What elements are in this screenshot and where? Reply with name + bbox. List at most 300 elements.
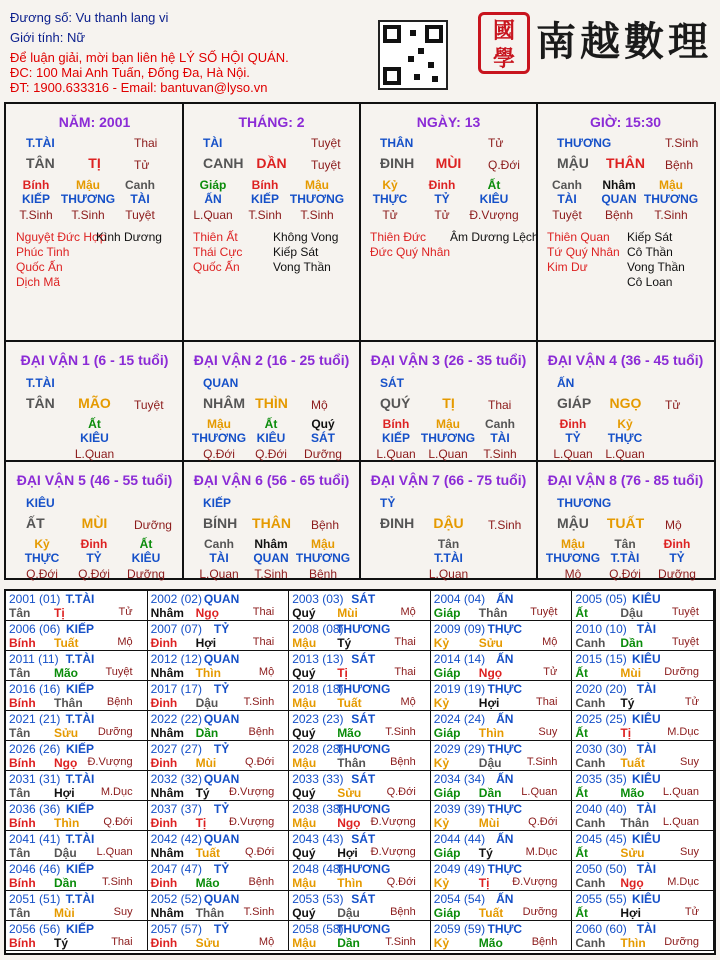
annual-cell[interactable] (148, 801, 290, 830)
pillar-branch: MÙI (435, 155, 462, 171)
annual-branch: Tuất (478, 906, 504, 920)
annual-branch: Ngọ (620, 876, 644, 890)
hidden-stage: Tử (382, 208, 398, 222)
dai-van-stem: ẤT (26, 515, 45, 531)
pillar-title: GIỜ: 15:30 (589, 114, 662, 130)
annual-stem: Kỷ (433, 816, 450, 830)
annual-cell[interactable] (572, 741, 714, 770)
annual-branch: Sửu (620, 846, 645, 860)
annual-year: 2044 (44) (433, 832, 486, 846)
annual-god: SÁT (351, 652, 376, 666)
annual-stem: Canh (575, 876, 606, 890)
annual-branch: Tị (478, 876, 490, 890)
annual-branch: Mùi (620, 666, 642, 680)
annual-stem: Ất (575, 786, 589, 800)
annual-cell[interactable] (431, 891, 573, 920)
annual-branch: Thìn (54, 816, 80, 830)
hidden-stem: Bính (22, 178, 50, 192)
annual-year: 2015 (15) (575, 652, 627, 666)
annual-branch: Mùi (195, 756, 217, 770)
annual-cell[interactable] (148, 921, 290, 950)
annual-cell[interactable] (289, 591, 431, 620)
hidden-god: TỶ (434, 192, 450, 206)
annual-stage: Đ.Vượng (229, 816, 275, 828)
annual-cell[interactable] (148, 591, 290, 620)
annual-branch: Hợi (195, 636, 217, 650)
hidden-god: THƯƠNG (289, 192, 345, 206)
contact-line-1: Để luận giải, mời bạn liên hệ LÝ SỐ HỘI QUÁN. (10, 50, 289, 65)
annual-cell[interactable] (289, 711, 431, 740)
annual-cell[interactable] (148, 621, 290, 650)
annual-god: ẤN (496, 832, 514, 846)
annual-god: THỰC (487, 622, 523, 636)
annual-cell[interactable] (6, 921, 148, 950)
star-good: Thiên Ất (193, 230, 238, 244)
annual-stem: Tân (9, 846, 31, 860)
annual-cell[interactable] (148, 831, 290, 860)
annual-cell[interactable] (148, 771, 290, 800)
annual-cell[interactable] (572, 771, 714, 800)
dai-van-stage: Mộ (665, 518, 682, 532)
hidden-stage: Q.Đới (203, 447, 235, 461)
annual-cell[interactable] (148, 681, 290, 710)
annual-stage: Dưỡng (97, 726, 133, 738)
annual-stage: M.Dục (100, 786, 133, 798)
annual-god: ẤN (496, 712, 514, 726)
hidden-stem: Tân (437, 537, 460, 551)
annual-year: 2057 (57) (150, 922, 202, 936)
annual-god: SÁT (351, 772, 376, 786)
annual-branch: Dậu (195, 696, 219, 710)
hidden-stem: Kỷ (617, 417, 633, 431)
annual-branch: Dậu (54, 846, 77, 860)
hidden-stem: Canh (204, 537, 234, 551)
hidden-stem: Canh (485, 417, 515, 431)
annual-branch: Hợi (54, 786, 75, 800)
annual-god: KIẾP (65, 682, 95, 696)
annual-cell[interactable] (6, 801, 148, 830)
dai-van-god: KIÊU (26, 496, 55, 510)
dai-van-god: SÁT (380, 376, 404, 390)
hidden-god: THƯƠNG (191, 431, 247, 445)
annual-stem: Kỷ (433, 936, 450, 950)
annual-cell[interactable] (148, 861, 290, 890)
annual-stage: Suy (113, 906, 133, 918)
hidden-stage: Tuyệt (125, 208, 155, 222)
annual-cell[interactable] (572, 801, 714, 830)
annual-cell[interactable] (6, 711, 148, 740)
annual-branch: Dậu (478, 756, 502, 770)
annual-cell[interactable] (6, 741, 148, 770)
hidden-stage: T.Sinh (483, 447, 517, 461)
annual-year: 2033 (33) (292, 772, 344, 786)
annual-year: 2054 (54) (433, 892, 486, 906)
annual-god: T.TÀI (65, 712, 95, 726)
annual-stage: Tuyệt (105, 666, 133, 678)
annual-year: 2017 (17) (150, 682, 202, 696)
annual-stem: Bính (9, 936, 36, 950)
annual-branch: Dậu (620, 606, 644, 620)
annual-cell[interactable] (6, 591, 148, 620)
annual-stage: Mộ (258, 666, 275, 678)
annual-cell[interactable] (572, 681, 714, 710)
annual-branch: Sửu (54, 726, 79, 740)
annual-god: KIẾP (65, 802, 95, 816)
hidden-stem: Quý (311, 417, 335, 431)
pillar-stage: Bệnh (665, 158, 694, 172)
annual-stage: Đ.Vượng (87, 756, 133, 768)
dai-van-god: KIẾP (203, 496, 232, 510)
star-bad: Không Vong (273, 230, 339, 244)
annual-cell[interactable] (289, 801, 431, 830)
annual-cell[interactable] (431, 741, 573, 770)
annual-stage: Q.Đới (244, 756, 275, 768)
hidden-stage: Bệnh (308, 567, 338, 581)
phone-email-line[interactable]: ĐT: 1900.633316 - Email: bantuvan@lyso.vn (10, 80, 268, 95)
gender-line: Giới tính: Nữ (10, 30, 86, 45)
dai-van-title: ĐẠI VẬN 8 (76 - 85 tuổi) (547, 472, 704, 488)
pillar-stage: Tuyệt (311, 158, 341, 172)
annual-stage: M.Dục (667, 726, 699, 738)
annual-cell[interactable] (431, 771, 573, 800)
dai-van-stage: Mộ (311, 398, 328, 412)
star-good: Quốc Ấn (193, 260, 240, 274)
table-row (6, 831, 714, 861)
annual-branch: Hợi (478, 696, 500, 710)
hidden-stem: Ất (139, 537, 153, 551)
annual-god: T.TÀI (65, 892, 95, 906)
dai-van-stage: Tuyệt (134, 398, 164, 412)
annual-god: TỶ (213, 682, 230, 696)
annual-stage: Thai (535, 696, 558, 708)
annual-year: 2026 (26) (9, 742, 61, 756)
annual-stage: Thai (394, 666, 416, 678)
annual-god: THƯƠNG (336, 622, 391, 636)
pillar-god: THƯƠNG (557, 136, 612, 150)
annual-stage: Thai (252, 606, 275, 618)
annual-cell[interactable] (6, 831, 148, 860)
dai-van-branch: DẬU (433, 515, 464, 531)
annual-year: 2014 (14) (433, 652, 486, 666)
annual-year: 2053 (53) (292, 892, 344, 906)
star-good: Nguyệt Đức Hợp (16, 230, 107, 244)
header (0, 0, 720, 100)
hidden-stage: L.Quan (74, 447, 115, 461)
annual-stem: Đinh (150, 816, 178, 830)
hidden-stem: Kỷ (382, 178, 398, 192)
annual-cell[interactable] (289, 921, 431, 950)
annual-year: 2011 (11) (9, 652, 59, 666)
annual-branch: Tuất (54, 636, 79, 650)
annual-year: 2042 (42) (150, 832, 202, 846)
table-row (6, 711, 714, 741)
annual-year: 2004 (04) (433, 592, 486, 606)
annual-year: 2008 (08) (292, 622, 344, 636)
annual-branch: Sửu (195, 936, 220, 950)
annual-stage: L.Quan (662, 816, 699, 828)
dai-van-branch: MÙI (81, 515, 108, 531)
annual-year: 2006 (06) (9, 622, 61, 636)
star-good: Thái Cực (193, 245, 243, 259)
annual-year: 2029 (29) (433, 742, 486, 756)
annual-cell[interactable] (431, 591, 573, 620)
annual-stage: Thai (111, 936, 133, 948)
star-good: Phúc Tinh (16, 245, 70, 259)
annual-god: KIẾP (65, 922, 95, 936)
annual-god: QUAN (203, 892, 240, 906)
annual-branch: Tuất (620, 756, 645, 770)
annual-year: 2060 (60) (575, 922, 627, 936)
annual-cell[interactable] (6, 621, 148, 650)
annual-cell[interactable] (148, 651, 290, 680)
annual-year: 2020 (20) (575, 682, 627, 696)
pillar-title: NĂM: 2001 (58, 114, 131, 130)
dai-van-stem: ĐINH (380, 515, 415, 531)
annual-stem: Tân (9, 786, 31, 800)
annual-cell[interactable] (431, 681, 573, 710)
star-bad: Cô Loan (627, 275, 673, 289)
annual-year: 2039 (39) (433, 802, 486, 816)
hidden-stage: L.Quan (199, 567, 239, 581)
pillar-stem: ĐINH (380, 155, 415, 171)
annual-branch: Ngọ (337, 816, 361, 830)
annual-cell[interactable] (289, 771, 431, 800)
annual-branch: Thìn (620, 936, 646, 950)
annual-stage: L.Quan (96, 846, 133, 858)
annual-branch: Tị (54, 606, 65, 620)
annual-stem: Canh (575, 696, 606, 710)
table-row (6, 861, 714, 891)
annual-year: 2046 (46) (9, 862, 61, 876)
annual-year: 2003 (03) (292, 592, 344, 606)
dai-van-stem: BÍNH (203, 515, 238, 531)
annual-cell[interactable] (431, 801, 573, 830)
pillar-god: T.TÀI (26, 136, 55, 150)
annual-god: ẤN (496, 592, 514, 606)
annual-stem: Kỷ (433, 756, 450, 770)
annual-stem: Kỷ (433, 696, 450, 710)
annual-branch: Dần (337, 936, 360, 950)
annual-stage: Tuyệt (530, 606, 558, 618)
annual-branch: Mùi (337, 606, 358, 620)
annual-stem: Canh (575, 936, 606, 950)
annual-cell[interactable] (6, 861, 148, 890)
address-line: ĐC: 100 Mai Anh Tuấn, Đống Đa, Hà Nội. (10, 65, 250, 80)
annual-year: 2040 (40) (575, 802, 627, 816)
annual-stem: Kỷ (433, 636, 450, 650)
annual-branch: Mùi (54, 906, 75, 920)
hidden-god: THƯƠNG (643, 192, 699, 206)
annual-cell[interactable] (6, 771, 148, 800)
annual-cell[interactable] (289, 861, 431, 890)
hidden-god: KIÊU (256, 431, 286, 445)
hidden-stage: T.Sinh (300, 208, 334, 222)
pillar-god: TÀI (203, 136, 223, 150)
annual-stem: Đinh (150, 936, 178, 950)
dai-van-god: T.TÀI (26, 376, 55, 390)
hidden-god: ẤN (204, 192, 222, 206)
annual-stage: Mộ (400, 606, 416, 618)
annual-god: SÁT (351, 592, 376, 606)
annual-god: T.TÀI (65, 652, 95, 666)
annual-stem: Mậu (292, 936, 317, 950)
dai-van-god: ẤN (557, 376, 575, 390)
annual-cell[interactable] (572, 711, 714, 740)
annual-branch: Tý (195, 786, 210, 800)
annual-cell[interactable] (572, 621, 714, 650)
annual-year: 2021 (21) (9, 712, 61, 726)
dai-van-stage: T.Sinh (488, 518, 522, 532)
annual-cell[interactable] (289, 681, 431, 710)
annual-god: QUAN (203, 592, 240, 606)
dai-van-title: ĐẠI VẬN 2 (16 - 25 tuổi) (193, 352, 350, 368)
annual-cell[interactable] (572, 921, 714, 950)
dai-van-stage: Bệnh (311, 518, 340, 532)
dai-van-stage: Tử (665, 398, 681, 412)
hidden-stem: Bính (251, 178, 279, 192)
annual-stem: Mậu (292, 636, 317, 650)
qr-code-icon (378, 20, 448, 90)
annual-god: KIÊU (632, 592, 661, 606)
annual-god: KIẾP (65, 622, 95, 636)
annual-cell[interactable] (289, 741, 431, 770)
dai-van-title: ĐẠI VẬN 4 (36 - 45 tuổi) (547, 352, 704, 368)
annual-cell[interactable] (148, 891, 290, 920)
annual-cell[interactable] (289, 621, 431, 650)
annual-stem: Nhâm (150, 906, 184, 920)
annual-branch: Ngọ (195, 606, 219, 620)
annual-cell[interactable] (572, 891, 714, 920)
annual-stem: Kỷ (433, 876, 450, 890)
hidden-stem: Bính (382, 417, 410, 431)
annual-year: 2024 (24) (433, 712, 486, 726)
hidden-stem: Ất (88, 417, 101, 431)
annual-god: ẤN (496, 772, 514, 786)
hidden-stage: T.Sinh (254, 567, 288, 581)
hidden-stage: T.Sinh (248, 208, 282, 222)
hidden-god: THƯƠNG (420, 431, 476, 445)
hidden-stem: Đinh (428, 178, 456, 192)
hidden-stage: L.Quan (605, 447, 645, 461)
hidden-stage: Q.Đới (26, 567, 58, 581)
annual-cell[interactable] (572, 651, 714, 680)
annual-year: 2030 (30) (575, 742, 627, 756)
annual-stem: Tân (9, 726, 31, 740)
annual-stage: Mộ (542, 636, 558, 648)
annual-god: THỰC (487, 802, 523, 816)
annual-stem: Bính (9, 756, 36, 770)
annual-year: 2037 (37) (150, 802, 202, 816)
dai-van-branch: MÃO (78, 395, 111, 411)
annual-cell[interactable] (431, 711, 573, 740)
annual-stem: Canh (575, 636, 606, 650)
annual-god: THƯƠNG (336, 922, 391, 936)
annual-stage: Đ.Vượng (229, 786, 275, 798)
annual-branch: Thân (620, 816, 650, 830)
annual-cell[interactable] (6, 681, 148, 710)
annual-god: TÀI (636, 862, 657, 876)
annual-cell[interactable] (148, 741, 290, 770)
annual-god: TÀI (636, 922, 657, 936)
annual-stem: Ất (575, 606, 589, 620)
annual-branch: Mão (195, 876, 220, 890)
annual-god: THƯƠNG (336, 802, 391, 816)
annual-cell[interactable] (572, 591, 714, 620)
annual-cell[interactable] (289, 651, 431, 680)
annual-branch: Ngọ (478, 666, 503, 680)
annual-stem: Quý (292, 666, 316, 680)
annual-cell[interactable] (572, 861, 714, 890)
hidden-stage: Tử (434, 208, 450, 222)
annual-year: 2035 (35) (575, 772, 627, 786)
annual-branch: Thân (195, 906, 225, 920)
annual-stage: Bệnh (531, 936, 558, 948)
annual-branch: Thìn (478, 726, 505, 740)
table-row (6, 801, 714, 831)
dai-van-stage: Dưỡng (134, 518, 172, 532)
annual-god: QUAN (203, 652, 240, 666)
annual-stem: Nhâm (150, 606, 184, 620)
annual-stage: Dưỡng (522, 906, 558, 918)
annual-god: TỶ (213, 622, 230, 636)
annual-cell[interactable] (431, 831, 573, 860)
table-row (6, 921, 714, 951)
dai-van-title: ĐẠI VẬN 1 (6 - 15 tuổi) (20, 352, 169, 368)
annual-god: TÀI (636, 682, 657, 696)
pillar-title: THÁNG: 2 (238, 114, 305, 130)
annual-cell[interactable] (148, 711, 290, 740)
annual-stage: T.Sinh (526, 756, 558, 768)
annual-year: 2016 (16) (9, 682, 61, 696)
hidden-stage: L.Quan (376, 447, 416, 461)
hidden-god: TỶ (565, 431, 581, 445)
hidden-stage: Q.Đới (609, 567, 641, 581)
hidden-god: TÀI (490, 431, 510, 445)
annual-cell[interactable] (572, 831, 714, 860)
table-row (6, 681, 714, 711)
annual-stem: Nhâm (150, 726, 184, 740)
annual-stage: Tử (118, 606, 133, 618)
annual-cell[interactable] (431, 651, 573, 680)
annual-year: 2023 (23) (292, 712, 344, 726)
pillar-god: THÂN (380, 136, 414, 150)
annual-stage: Thai (394, 636, 416, 648)
annual-cell[interactable] (431, 861, 573, 890)
hidden-god: KIẾP (381, 431, 411, 445)
annual-cell[interactable] (289, 891, 431, 920)
annual-year: 2018 (18) (292, 682, 344, 696)
annual-stage: Bệnh (390, 756, 416, 768)
annual-year: 2058 (58) (292, 922, 344, 936)
hidden-stage: L.Quan (428, 447, 468, 461)
annual-god: TỶ (213, 862, 230, 876)
hidden-stage: Dưỡng (658, 567, 696, 581)
annual-god: T.TÀI (65, 832, 95, 846)
dai-van-branch: TỊ (442, 395, 455, 411)
annual-god: TÀI (636, 622, 657, 636)
annual-cell[interactable] (431, 621, 573, 650)
hidden-stage: L.Quan (428, 567, 469, 581)
annual-stem: Mậu (292, 876, 317, 890)
annual-branch: Mão (620, 786, 645, 800)
hidden-stem: Ất (487, 178, 501, 192)
annual-stage: Mộ (258, 936, 275, 948)
annual-cell[interactable] (6, 651, 148, 680)
annual-cell[interactable] (431, 921, 573, 950)
annual-cell[interactable] (289, 831, 431, 860)
annual-year: 2009 (09) (433, 622, 486, 636)
annual-cell[interactable] (6, 891, 148, 920)
